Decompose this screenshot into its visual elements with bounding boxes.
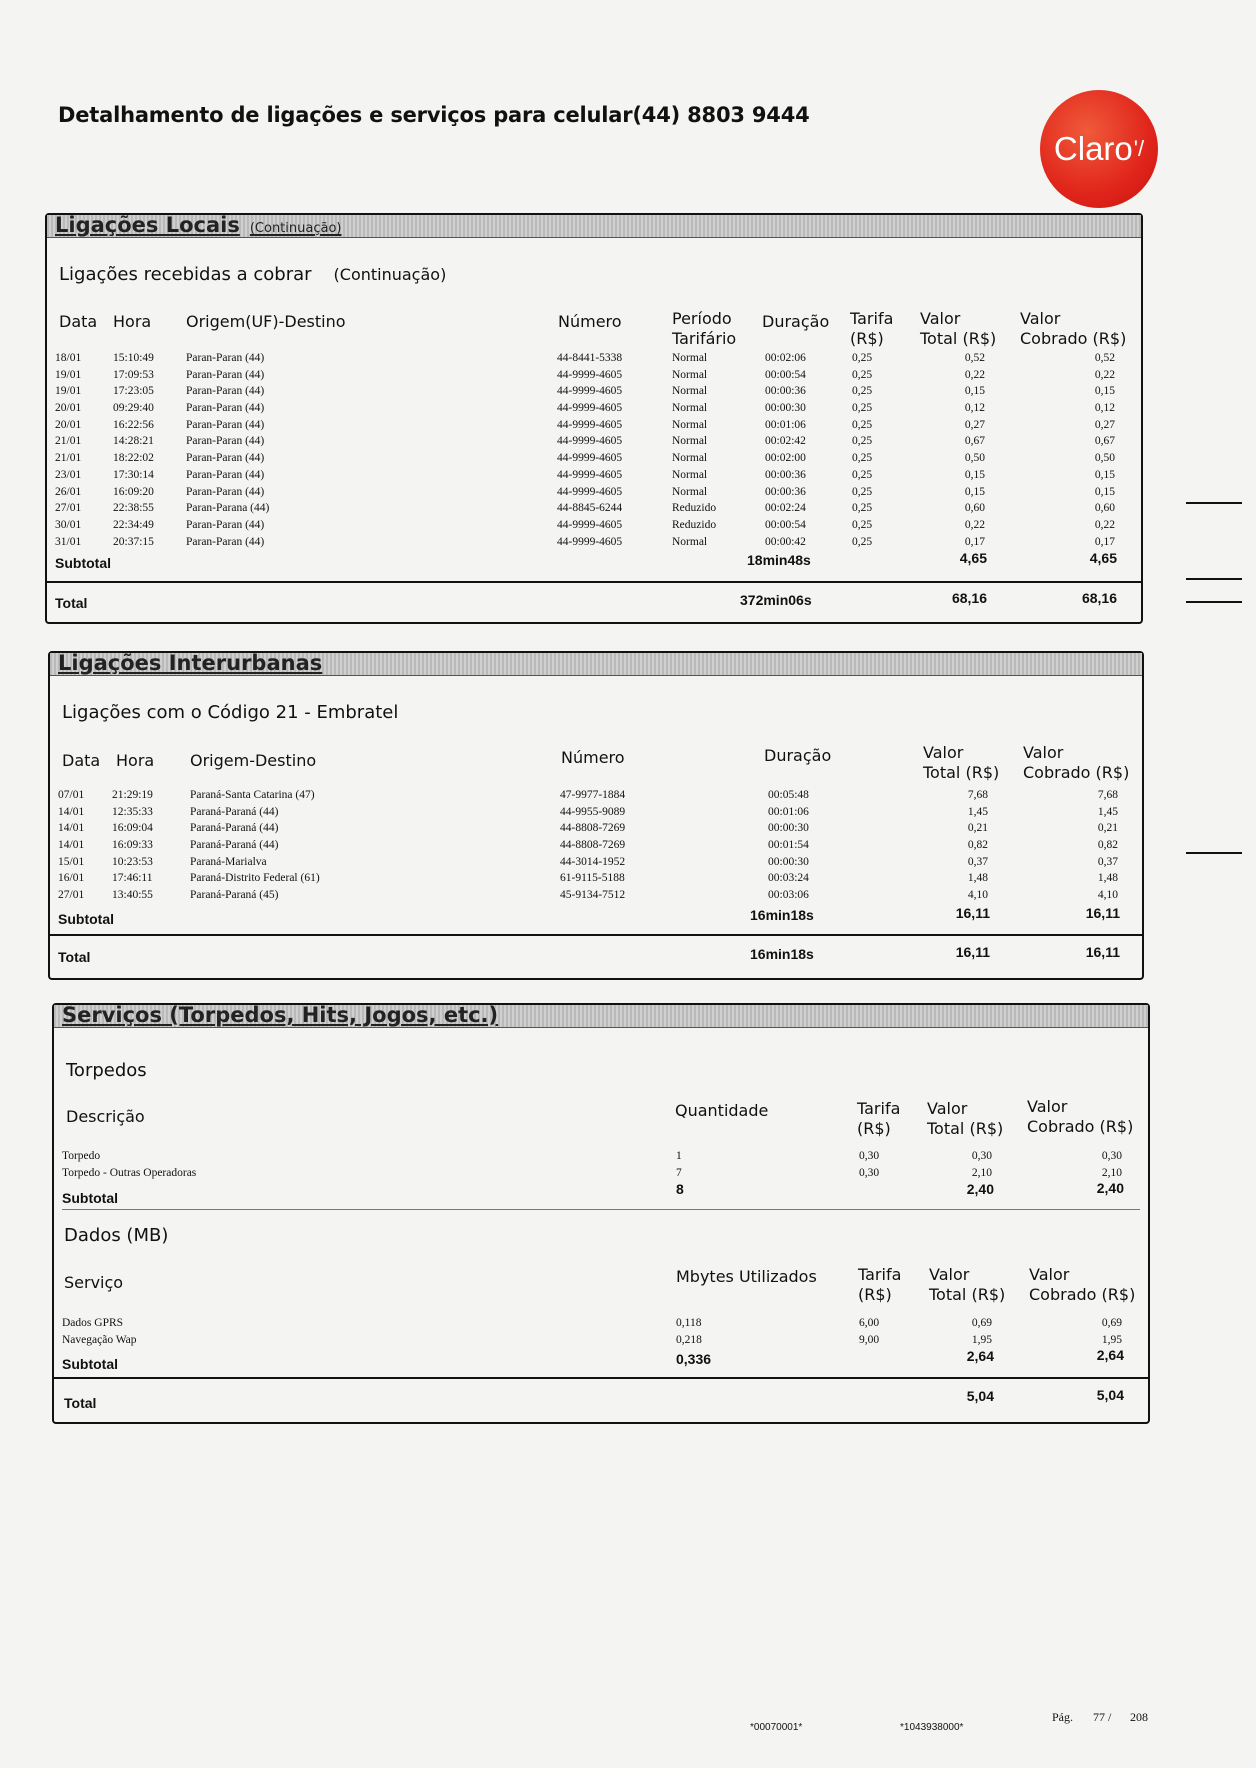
cell-origem: Paran-Paran (44) <box>186 385 265 398</box>
subtotal-valor-cobrado: 2,64 <box>1096 1347 1124 1363</box>
call-row <box>47 467 1141 484</box>
cell-valor-cobrado: 0,37 <box>1097 855 1118 868</box>
cell-descricao: Torpedo <box>62 1150 101 1162</box>
cell-numero: 44-8808-7269 <box>560 822 626 835</box>
cell-periodo: Normal <box>672 418 708 431</box>
page-number: 77 / <box>1093 1710 1112 1724</box>
cell-numero: 44-9999-4605 <box>557 452 623 465</box>
cell-hora: 12:35:33 <box>112 805 153 818</box>
cell-valor-cobrado: 0,15 <box>1094 385 1115 398</box>
subsection-title: Ligações com o Código 21 - Embratel <box>62 702 399 723</box>
cell-valor-total: 0,22 <box>964 368 985 381</box>
cell-valor-total: 2,10 <box>971 1166 992 1179</box>
cell-tarifa: 0,25 <box>852 368 873 381</box>
col-tarifa: Tarifa (R$) <box>850 309 894 348</box>
call-rows <box>47 350 1141 550</box>
cell-tarifa: 0,25 <box>852 352 873 364</box>
cell-tarifa: 0,25 <box>852 468 873 481</box>
edge-mark <box>1186 502 1242 504</box>
cell-valor-total: 0,50 <box>964 452 985 465</box>
cell-periodo: Normal <box>672 435 708 448</box>
cell-periodo: Normal <box>672 352 708 364</box>
cell-data: 21/01 <box>55 435 82 448</box>
cell-servico: Dados GPRS <box>62 1317 124 1329</box>
section-divider <box>62 1209 1140 1210</box>
cell-valor-cobrado: 0,69 <box>1101 1317 1122 1329</box>
cell-origem: Paraná-Santa Catarina (47) <box>190 789 315 801</box>
dados-row <box>54 1315 1148 1332</box>
cell-numero: 44-3014-1952 <box>560 855 626 868</box>
cell-hora: 21:29:19 <box>112 789 153 801</box>
cell-valor-total: 0,82 <box>967 839 988 852</box>
cell-valor-cobrado: 0,15 <box>1094 485 1115 498</box>
call-row <box>50 787 1142 804</box>
cell-tarifa: 0,25 <box>852 518 873 531</box>
cell-duracao: 00:00:30 <box>765 402 806 415</box>
cell-valor-cobrado: 0,50 <box>1094 452 1115 465</box>
subtotal-label: Subtotal <box>58 911 114 927</box>
torpedos-title: Torpedos <box>66 1060 147 1081</box>
cell-valor-total: 0,37 <box>967 855 988 868</box>
cell-mbytes: 0,118 <box>676 1317 702 1329</box>
cell-duracao: 00:00:30 <box>768 822 809 835</box>
call-row <box>50 837 1142 854</box>
cell-valor-total: 1,45 <box>967 805 988 818</box>
dados-row <box>54 1332 1148 1349</box>
cell-valor-total: 0,15 <box>964 385 985 398</box>
cell-data: 30/01 <box>55 518 82 531</box>
subtotal-valor-cobrado: 2,40 <box>1096 1180 1124 1196</box>
cell-origem: Paran-Paran (44) <box>186 352 265 364</box>
cell-data: 26/01 <box>55 485 82 498</box>
cell-numero: 61-9115-5188 <box>560 872 625 885</box>
cell-hora: 16:09:20 <box>113 485 154 498</box>
cell-valor-total: 1,48 <box>967 872 988 885</box>
cell-hora: 10:23:53 <box>112 855 153 868</box>
cell-valor-total: 0,27 <box>964 418 985 431</box>
cell-duracao: 00:00:54 <box>765 518 806 531</box>
col-descricao: Descrição <box>66 1107 145 1126</box>
subtotal-valor-total: 16,11 <box>955 905 990 921</box>
cell-hora: 18:22:02 <box>113 452 154 465</box>
call-row <box>50 887 1142 904</box>
section-servicos <box>52 1003 1150 1424</box>
cell-duracao: 00:03:24 <box>768 872 809 885</box>
subtotal-duracao: 18min48s <box>747 552 811 568</box>
total-label: Total <box>55 595 88 611</box>
cell-numero: 44-9999-4605 <box>557 368 623 381</box>
cell-valor-cobrado: 1,48 <box>1097 872 1118 885</box>
cell-data: 14/01 <box>58 822 85 835</box>
col-valor-total: Valor Total (R$) <box>929 1265 1006 1304</box>
total-label: Total <box>58 949 91 965</box>
col-data: Data <box>62 751 101 770</box>
section-ligacoes-interurbanas <box>48 651 1144 980</box>
col-valor-total: Valor Total (R$) <box>923 743 1000 782</box>
total-label: Total <box>64 1395 97 1411</box>
total-valor-total: 68,16 <box>951 590 987 606</box>
cell-duracao: 00:02:24 <box>765 502 806 515</box>
cell-valor-cobrado: 7,68 <box>1097 789 1118 801</box>
cell-data: 07/01 <box>58 789 85 801</box>
cell-periodo: Normal <box>672 452 708 465</box>
col-duracao: Duração <box>762 312 830 331</box>
total-valor-cobrado: 16,11 <box>1085 944 1120 960</box>
page-total: 208 <box>1130 1710 1148 1724</box>
call-row <box>47 367 1141 384</box>
cell-hora: 17:30:14 <box>113 468 154 481</box>
call-row <box>50 854 1142 871</box>
col-hora: Hora <box>113 312 152 331</box>
cell-periodo: Reduzido <box>672 518 717 531</box>
cell-hora: 13:40:55 <box>112 889 153 902</box>
cell-periodo: Normal <box>672 385 708 398</box>
subtotal-label: Subtotal <box>62 1356 118 1372</box>
cell-valor-cobrado: 4,10 <box>1097 889 1118 902</box>
col-numero: Número <box>558 312 622 331</box>
cell-descricao: Torpedo - Outras Operadoras <box>62 1166 197 1179</box>
cell-valor-cobrado: 0,67 <box>1094 435 1115 448</box>
cell-periodo: Normal <box>672 485 708 498</box>
dados-rows <box>54 1315 1148 1348</box>
section-title: Serviços (Torpedos, Hits, Jogos, etc.) <box>62 1003 499 1027</box>
cell-numero: 44-9999-4605 <box>557 385 623 398</box>
page-label: Pág. <box>1052 1710 1073 1724</box>
cell-hora: 17:23:05 <box>113 385 154 398</box>
cell-origem: Paran-Paran (44) <box>186 518 265 531</box>
cell-origem: Paran-Paran (44) <box>186 535 265 548</box>
cell-tarifa: 0,25 <box>852 418 873 431</box>
total-valor-total: 16,11 <box>955 944 990 960</box>
cell-tarifa: 0,25 <box>852 385 873 398</box>
cell-valor-cobrado: 0,12 <box>1094 402 1115 415</box>
cell-hora: 16:09:33 <box>112 839 153 852</box>
cell-valor-cobrado: 0,27 <box>1094 418 1115 431</box>
cell-valor-cobrado: 0,22 <box>1094 368 1115 381</box>
cell-tarifa: 0,25 <box>852 535 873 548</box>
cell-data: 31/01 <box>55 535 82 548</box>
call-row <box>47 517 1141 534</box>
call-row <box>47 350 1141 367</box>
cell-origem: Paraná-Paraná (44) <box>190 805 279 818</box>
subtotal-quantidade: 8 <box>676 1181 684 1197</box>
cell-origem: Paraná-Marialva <box>190 855 267 868</box>
cell-valor-total: 0,21 <box>967 822 988 835</box>
total-duracao: 16min18s <box>750 946 814 962</box>
cell-valor-cobrado: 0,22 <box>1094 518 1115 531</box>
cell-valor-total: 4,10 <box>967 889 988 902</box>
torpedo-row <box>54 1165 1148 1182</box>
cell-numero: 44-9999-4605 <box>557 485 623 498</box>
subtotal-duracao: 16min18s <box>750 907 814 923</box>
call-row <box>47 417 1141 434</box>
cell-hora: 14:28:21 <box>113 435 154 448</box>
claro-logo <box>1040 90 1158 208</box>
cell-hora: 15:10:49 <box>113 352 154 364</box>
call-row <box>50 820 1142 837</box>
cell-valor-total: 0,60 <box>964 502 985 515</box>
cell-valor-cobrado: 1,95 <box>1101 1333 1122 1346</box>
cell-origem: Paraná-Paraná (44) <box>190 822 279 835</box>
col-origem: Origem(UF)-Destino <box>186 312 346 331</box>
cell-numero: 47-9977-1884 <box>560 789 626 801</box>
cell-valor-cobrado: 0,52 <box>1094 352 1115 364</box>
section-title: Ligações Locais (Continuação) <box>55 213 342 237</box>
cell-hora: 17:46:11 <box>112 872 153 885</box>
cell-valor-total: 0,52 <box>964 352 985 364</box>
cell-tarifa: 0,25 <box>852 452 873 465</box>
cell-numero: 44-9999-4605 <box>557 435 623 448</box>
total-divider <box>47 581 1141 583</box>
col-quantidade: Quantidade <box>675 1101 769 1120</box>
barcode-text-2: *1043938000* <box>900 1722 964 1733</box>
cell-numero: 45-9134-7512 <box>560 889 626 902</box>
cell-numero: 44-8845-6244 <box>557 502 623 515</box>
col-mbytes: Mbytes Utilizados <box>676 1267 817 1286</box>
col-duracao: Duração <box>764 746 832 765</box>
cell-data: 19/01 <box>55 385 82 398</box>
section-title: Ligações Interurbanas <box>58 651 323 675</box>
cell-tarifa: 0,25 <box>852 435 873 448</box>
col-valor-total: Valor Total (R$) <box>920 309 997 348</box>
cell-data: 27/01 <box>58 889 85 902</box>
cell-hora: 16:22:56 <box>113 418 154 431</box>
cell-valor-cobrado: 2,10 <box>1101 1166 1122 1179</box>
cell-mbytes: 0,218 <box>676 1333 702 1346</box>
page-title: Detalhamento de ligações e serviços para celular(44) 8803 9444 <box>58 103 810 127</box>
edge-mark <box>1186 578 1242 580</box>
cell-data: 20/01 <box>55 402 82 415</box>
cell-numero: 44-9955-9089 <box>560 805 626 818</box>
cell-periodo: Reduzido <box>672 502 717 515</box>
cell-periodo: Normal <box>672 468 708 481</box>
cell-data: 14/01 <box>58 805 85 818</box>
cell-valor-total: 0,69 <box>971 1317 992 1329</box>
cell-origem: Paran-Paran (44) <box>186 485 265 498</box>
col-periodo: Período Tarifário <box>672 309 737 348</box>
cell-periodo: Normal <box>672 402 708 415</box>
cell-valor-cobrado: 0,21 <box>1097 822 1118 835</box>
cell-hora: 17:09:53 <box>113 368 154 381</box>
cell-tarifa: 0,25 <box>852 485 873 498</box>
torpedo-row <box>54 1148 1148 1165</box>
cell-valor-cobrado: 0,82 <box>1097 839 1118 852</box>
cell-tarifa: 0,25 <box>852 402 873 415</box>
cell-hora: 22:38:55 <box>113 502 154 515</box>
cell-duracao: 00:00:36 <box>765 385 806 398</box>
cell-numero: 44-9999-4605 <box>557 535 623 548</box>
cell-periodo: Normal <box>672 368 708 381</box>
section-ligacoes-locais <box>45 213 1143 624</box>
cell-valor-total: 0,12 <box>964 402 985 415</box>
cell-numero: 44-8441-5338 <box>557 352 623 364</box>
col-data: Data <box>59 312 98 331</box>
cell-valor-total: 0,67 <box>964 435 985 448</box>
cell-duracao: 00:00:54 <box>765 368 806 381</box>
col-valor-cobrado: Valor Cobrado (R$) <box>1027 1097 1134 1136</box>
edge-mark <box>1186 852 1242 854</box>
cell-data: 20/01 <box>55 418 82 431</box>
cell-valor-total: 7,68 <box>967 789 988 801</box>
cell-data: 16/01 <box>58 872 85 885</box>
cell-data: 23/01 <box>55 468 82 481</box>
call-row <box>50 870 1142 887</box>
cell-origem: Paraná-Paraná (44) <box>190 839 279 852</box>
section-header <box>54 1005 1148 1028</box>
subtotal-valor-cobrado: 16,11 <box>1085 905 1120 921</box>
cell-numero: 44-9999-4605 <box>557 518 623 531</box>
call-row <box>47 450 1141 467</box>
cell-origem: Paran-Paran (44) <box>186 468 265 481</box>
cell-origem: Paran-Paran (44) <box>186 452 265 465</box>
col-tarifa: Tarifa (R$) <box>857 1099 901 1138</box>
logo-tick-icon: '/ <box>1133 136 1145 161</box>
subtotal-valor-cobrado: 4,65 <box>1089 550 1117 566</box>
cell-tarifa: 9,00 <box>859 1333 880 1346</box>
col-servico: Serviço <box>64 1273 124 1292</box>
subtotal-label: Subtotal <box>55 555 111 571</box>
cell-valor-cobrado: 0,17 <box>1094 535 1115 548</box>
subtotal-valor-total: 2,40 <box>966 1181 994 1197</box>
cell-origem: Paran-Paran (44) <box>186 435 265 448</box>
cell-duracao: 00:01:54 <box>768 839 809 852</box>
cell-valor-cobrado: 0,15 <box>1094 468 1115 481</box>
cell-hora: 09:29:40 <box>113 402 154 415</box>
cell-origem: Paraná-Distrito Federal (61) <box>190 872 320 885</box>
col-tarifa: Tarifa (R$) <box>858 1265 902 1304</box>
cell-valor-cobrado: 1,45 <box>1097 805 1118 818</box>
col-valor-total: Valor Total (R$) <box>927 1099 1004 1138</box>
cell-hora: 20:37:15 <box>113 535 154 548</box>
subtotal-mbytes: 0,336 <box>676 1351 712 1367</box>
col-origem: Origem-Destino <box>190 751 317 770</box>
call-row <box>47 500 1141 517</box>
col-valor-cobrado: Valor Cobrado (R$) <box>1023 743 1130 782</box>
cell-tarifa: 0,30 <box>859 1150 880 1162</box>
call-row <box>47 433 1141 450</box>
total-valor-cobrado: 68,16 <box>1081 590 1117 606</box>
cell-valor-total: 0,17 <box>964 535 985 548</box>
col-numero: Número <box>561 748 625 767</box>
cell-data: 19/01 <box>55 368 82 381</box>
cell-periodo: Normal <box>672 535 708 548</box>
call-row <box>47 534 1141 551</box>
cell-valor-total: 0,15 <box>964 485 985 498</box>
cell-duracao: 00:02:00 <box>765 452 806 465</box>
torpedo-rows <box>54 1148 1148 1181</box>
cell-data: 14/01 <box>58 839 85 852</box>
cell-valor-cobrado: 0,30 <box>1101 1150 1122 1162</box>
cell-numero: 44-9999-4605 <box>557 402 623 415</box>
subtotal-valor-total: 4,65 <box>959 550 987 566</box>
cell-valor-total: 0,30 <box>971 1150 992 1162</box>
cell-hora: 22:34:49 <box>113 518 154 531</box>
total-valor-cobrado: 5,04 <box>1096 1387 1124 1403</box>
call-row <box>47 383 1141 400</box>
section-header <box>47 215 1141 238</box>
subtotal-valor-total: 2,64 <box>966 1348 994 1364</box>
cell-duracao: 00:03:06 <box>768 889 809 902</box>
cell-duracao: 00:05:48 <box>768 789 809 801</box>
section-header <box>50 653 1142 676</box>
cell-tarifa: 6,00 <box>859 1317 880 1329</box>
subsection-title: Ligações recebidas a cobrar (Continuação) <box>59 264 447 285</box>
dados-title: Dados (MB) <box>64 1225 169 1246</box>
edge-mark <box>1186 601 1242 603</box>
cell-origem: Paran-Paran (44) <box>186 368 265 381</box>
total-valor-total: 5,04 <box>966 1388 994 1404</box>
cell-numero: 44-8808-7269 <box>560 839 626 852</box>
logo-text: Claro <box>1053 130 1133 167</box>
cell-duracao: 00:00:36 <box>765 468 806 481</box>
cell-duracao: 00:02:42 <box>765 435 806 448</box>
total-duracao: 372min06s <box>740 592 812 608</box>
subtotal-label: Subtotal <box>62 1190 118 1206</box>
col-hora: Hora <box>116 751 155 770</box>
cell-origem: Paran-Parana (44) <box>186 502 270 515</box>
cell-valor-total: 1,95 <box>971 1333 992 1346</box>
cell-duracao: 00:02:06 <box>765 352 806 364</box>
cell-duracao: 00:01:06 <box>765 418 806 431</box>
cell-duracao: 00:00:36 <box>765 485 806 498</box>
col-valor-cobrado: Valor Cobrado (R$) <box>1020 309 1127 348</box>
barcode-text-1: *00070001* <box>750 1722 803 1733</box>
cell-data: 27/01 <box>55 502 82 515</box>
call-row <box>47 400 1141 417</box>
cell-data: 21/01 <box>55 452 82 465</box>
cell-data: 15/01 <box>58 855 85 868</box>
cell-servico: Navegação Wap <box>62 1333 137 1346</box>
call-row <box>50 804 1142 821</box>
cell-duracao: 00:00:30 <box>768 855 809 868</box>
cell-numero: 44-9999-4605 <box>557 468 623 481</box>
total-divider <box>50 934 1142 936</box>
cell-valor-total: 0,22 <box>964 518 985 531</box>
call-row <box>47 484 1141 501</box>
cell-duracao: 00:01:06 <box>768 805 809 818</box>
cell-tarifa: 0,25 <box>852 502 873 515</box>
cell-tarifa: 0,30 <box>859 1166 880 1179</box>
cell-origem: Paran-Paran (44) <box>186 402 265 415</box>
cell-origem: Paran-Paran (44) <box>186 418 265 431</box>
call-rows <box>50 787 1142 904</box>
cell-numero: 44-9999-4605 <box>557 418 623 431</box>
cell-origem: Paraná-Paraná (45) <box>190 889 279 902</box>
cell-duracao: 00:00:42 <box>765 535 806 548</box>
cell-quantidade: 7 <box>676 1166 682 1179</box>
total-divider <box>54 1377 1148 1379</box>
cell-data: 18/01 <box>55 352 82 364</box>
cell-valor-cobrado: 0,60 <box>1094 502 1115 515</box>
cell-valor-total: 0,15 <box>964 468 985 481</box>
cell-quantidade: 1 <box>676 1150 682 1162</box>
cell-hora: 16:09:04 <box>112 822 153 835</box>
col-valor-cobrado: Valor Cobrado (R$) <box>1029 1265 1136 1304</box>
